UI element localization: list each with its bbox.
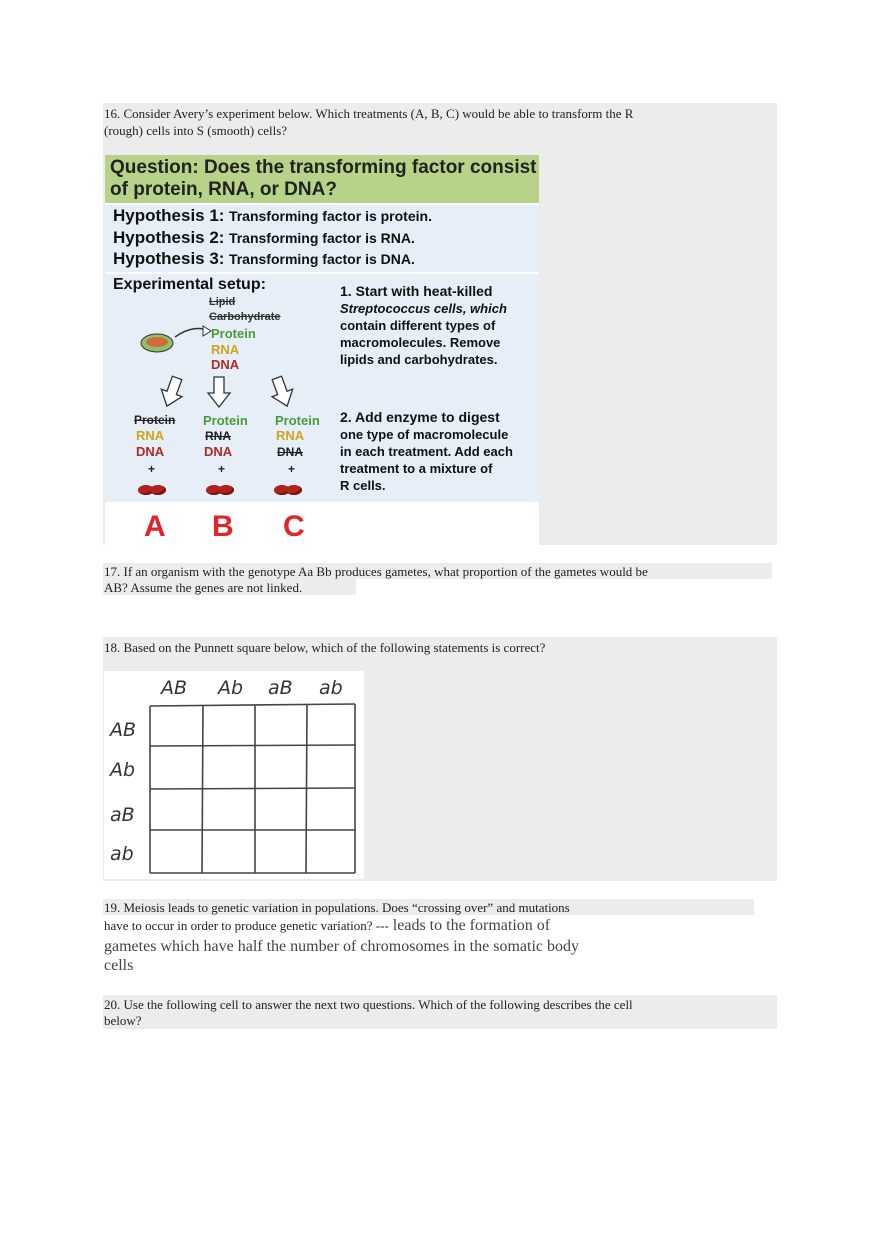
col-c-dna: DNA	[277, 445, 303, 459]
avery-figure	[105, 155, 539, 545]
step2-line4: treatment to a mixture of	[340, 461, 493, 476]
col-b-r-cells	[206, 482, 234, 500]
q18-line1: 18. Based on the Punnett square below, which of the following statements is correct?	[104, 640, 546, 655]
q16-line2: (rough) cells into S (smooth) cells?	[104, 123, 288, 138]
macro-dna: DNA	[211, 357, 240, 372]
col-b-protein: Protein	[203, 413, 248, 428]
step2-line2: one type of macromolecule	[340, 427, 509, 442]
col-b-rna: RNA	[205, 429, 231, 443]
col-a-plus: +	[148, 462, 156, 476]
arrow-down-icon-c	[269, 375, 295, 409]
col-a-protein: Protein	[134, 413, 176, 427]
q19-line2	[104, 917, 550, 935]
hypothesis-1-text: Transforming factor is protein.	[228, 208, 432, 224]
q20-line1: 20. Use the following cell to answer the next two questions. Which of the following describes the cell	[104, 997, 633, 1012]
step2-text	[340, 409, 513, 494]
culture-dish-icon	[139, 325, 249, 361]
punnett-square	[104, 671, 364, 879]
punnett-col-header: ab	[319, 677, 343, 699]
q20-line2: below?	[104, 1013, 142, 1028]
r-cell	[218, 485, 234, 495]
q19-line2-prefix: have to occur in order to produce genetic variation? ---	[104, 918, 389, 933]
col-b-dna: DNA	[204, 444, 233, 459]
punnett-row-header: Ab	[110, 759, 136, 781]
hypothesis-3-text: Transforming factor is DNA.	[228, 251, 415, 267]
punnett-col-header: Ab	[218, 677, 244, 699]
col-a-dna: DNA	[136, 444, 165, 459]
treatment-letter-c: C	[283, 510, 305, 543]
col-c-protein: Protein	[275, 413, 320, 428]
col-a-rna: RNA	[136, 428, 165, 443]
arrow-down-icon-a	[159, 375, 185, 409]
punnett-row-header: aB	[110, 804, 135, 826]
macro-protein: Protein	[211, 326, 256, 341]
hypothesis-1	[113, 206, 432, 226]
col-c-rna: RNA	[276, 428, 305, 443]
step1-line5: lipids and carbohydrates.	[340, 352, 498, 367]
col-a-r-cells	[138, 482, 166, 500]
punnett-row-header: ab	[110, 843, 134, 865]
punnett-col-header: AB	[161, 677, 188, 699]
hypothesis-3	[113, 249, 415, 269]
step1-line3: contain different types of	[340, 318, 496, 333]
figure-question-line1: Question: Does the transforming factor consist	[110, 157, 537, 178]
treatment-letter-b: B	[212, 510, 234, 543]
col-b-plus: +	[218, 462, 226, 476]
hypothesis-3-label: Hypothesis 3:	[113, 249, 225, 268]
arrow-down-icon-b	[206, 375, 232, 409]
q19-answer-line2: gametes which have half the number of chromosomes in the somatic body	[104, 938, 579, 955]
q16-line1: 16. Consider Avery’s experiment below. Which treatments (A, B, C) would be able to transform the R	[104, 106, 634, 121]
punnett-row-header: AB	[110, 719, 137, 741]
macro-lipid: Lipid	[209, 296, 236, 308]
step1-line2: Streptococcus cells, which	[340, 301, 507, 316]
q17-line1: 17. If an organism with the genotype Aa Bb produces gametes, what proportion of the gametes would be	[104, 564, 648, 579]
punnett-grid	[104, 671, 364, 879]
step2-line3: in each treatment. Add each	[340, 444, 513, 459]
r-cell	[150, 485, 166, 495]
step1-text	[340, 283, 507, 368]
q19-line1: 19. Meiosis leads to genetic variation in populations. Does “crossing over” and mutations	[104, 900, 570, 915]
q17-line2: AB? Assume the genes are not linked.	[104, 580, 303, 595]
q19-answer-part1: leads to the formation of	[388, 917, 551, 934]
macro-rna: RNA	[211, 342, 240, 357]
setup-title: Experimental setup:	[113, 276, 266, 293]
step1-line4: macromolecules. Remove	[340, 335, 501, 350]
macro-carbohydrate: Carbohydrate	[209, 311, 281, 323]
hypothesis-2	[113, 228, 415, 248]
step2-line5: R cells.	[340, 478, 386, 493]
r-cell	[286, 485, 302, 495]
step2-line1: 2. Add enzyme to digest	[340, 409, 500, 425]
col-c-plus: +	[288, 462, 296, 476]
figure-question-line2: of protein, RNA, or DNA?	[110, 179, 337, 200]
hypothesis-2-text: Transforming factor is RNA.	[228, 230, 415, 246]
q19-answer-line3: cells	[104, 957, 134, 974]
col-c-r-cells	[274, 482, 302, 500]
hypothesis-2-label: Hypothesis 2:	[113, 228, 225, 247]
treatment-letter-a: A	[144, 510, 166, 543]
punnett-col-header: aB	[268, 677, 293, 699]
step1-line1: 1. Start with heat-killed	[340, 283, 493, 299]
hypothesis-1-label: Hypothesis 1:	[113, 206, 225, 225]
